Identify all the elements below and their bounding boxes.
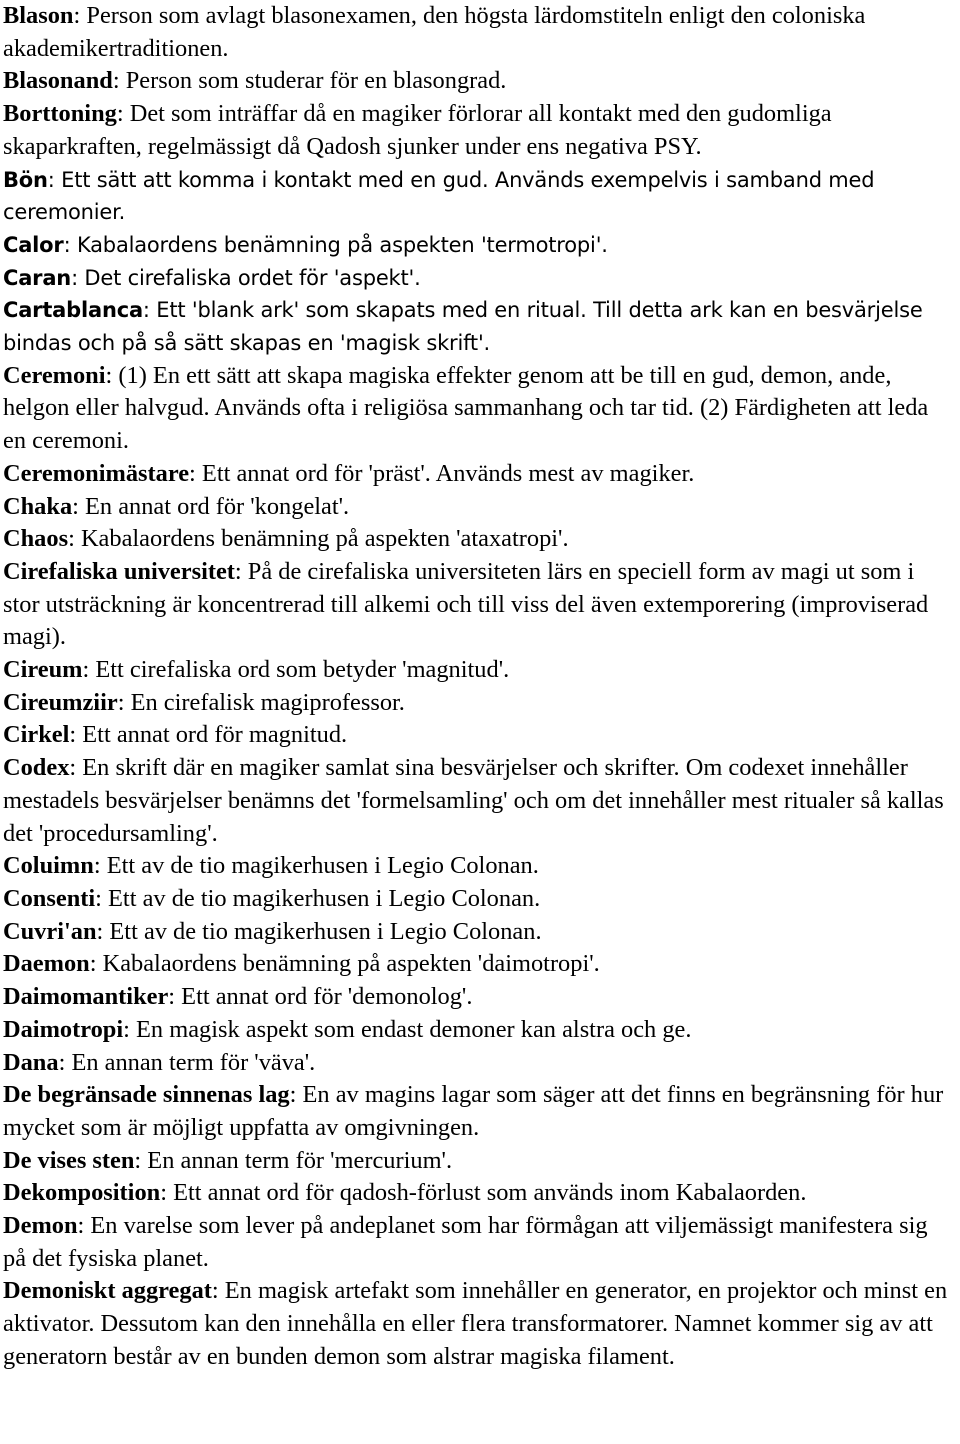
glossary-definition: Kabalaordens benämning på aspekten 'ataxatropi'.: [80, 525, 569, 553]
glossary-entry: [3, 1014, 952, 1047]
glossary-definition: En magisk artefakt som innehåller en generator, en projektor och minst en aktivator. Dessutom kan den innehålla en eller flera transformatorer. Namnet kommer sig av att generatorn består av en bunden demon som alstrar magiska filament.: [3, 1277, 948, 1370]
glossary-definition: Ett sätt att komma i kontakt med en gud. Används exempelvis i samband med ceremonier.: [3, 167, 875, 225]
glossary-entry: [3, 556, 952, 654]
glossary-entry: [3, 916, 952, 949]
glossary-term: De vises sten: [3, 1146, 135, 1174]
term-separator: :: [68, 525, 81, 553]
glossary-entry: [3, 0, 952, 65]
glossary-definition: På de cirefaliska universiteten lärs en speciell form av magi ut som i stor utsträckning är koncentrerad till alkemi och till viss del även extemporering (improviserad magi).: [3, 557, 929, 651]
glossary-term: Coluimn: [3, 852, 94, 880]
glossary-definition: Det cirefaliska ordet för 'aspekt'.: [84, 265, 421, 290]
term-separator: :: [189, 459, 202, 487]
glossary-term: Borttoning: [3, 100, 117, 128]
glossary-term: Ceremoni: [3, 361, 106, 389]
glossary-entry: [3, 752, 952, 850]
glossary-entry: [3, 262, 952, 295]
glossary-definition: En annan term för 'väva'.: [71, 1048, 316, 1076]
term-separator: :: [89, 950, 103, 978]
glossary-definition: En magisk aspekt som endast demoner kan alstra och ge.: [136, 1015, 692, 1043]
term-separator: :: [142, 298, 157, 323]
glossary-definition: Ett annat ord för 'demonolog'.: [181, 983, 473, 1011]
term-separator: :: [289, 1081, 303, 1109]
glossary-entry: [3, 1079, 952, 1144]
term-separator: :: [47, 167, 62, 192]
term-separator: :: [95, 884, 109, 912]
term-separator: :: [58, 1048, 72, 1076]
glossary-term: Demon: [3, 1212, 78, 1240]
glossary-definition: Det som inträffar då en magiker förlorar all kontakt med den gudomliga skaparkraften, regelmässigt då Qadosh sjunker under ens negativa PSY.: [3, 100, 832, 160]
term-separator: :: [134, 1146, 148, 1174]
term-separator: :: [72, 492, 86, 520]
glossary-term: Cirkel: [3, 721, 70, 749]
glossary-definition: En cirefalisk magiprofessor.: [130, 688, 405, 716]
term-separator: :: [82, 656, 96, 684]
glossary-definition: En skrift där en magiker samlat sina besvärjelser och skrifter. Om codexet innehåller mestadels besvärjelser benämns det 'formelsamling' och om det innehåller mest ritualer så kallas det 'procedursamling'.: [3, 754, 944, 847]
glossary-definition: En annat ord för 'kongelat'.: [85, 492, 350, 520]
glossary-definition: En varelse som lever på andeplanet som har förmågan att viljemässigt manifestera sig på det fysiska planet.: [3, 1212, 928, 1272]
glossary-entry: [3, 294, 952, 359]
glossary-term: Chaos: [3, 525, 69, 553]
glossary-term: Demoniskt aggregat: [3, 1277, 212, 1305]
glossary-entry: [3, 1177, 952, 1210]
term-separator: :: [112, 67, 126, 95]
glossary-entry: [3, 883, 952, 916]
glossary-term: Dana: [3, 1048, 59, 1076]
glossary-term: Cartablanca: [3, 298, 143, 323]
glossary-definition: Ett av de tio magikerhusen i Legio Colonan.: [106, 852, 539, 880]
term-separator: :: [77, 1212, 91, 1240]
glossary-definition: Ett annat ord för magnitud.: [82, 721, 348, 749]
glossary-definition: Ett 'blank ark' som skapats med en ritual. Till detta ark kan en besvärjelse bindas och på så sätt skapas en 'magisk skrift'.: [3, 298, 923, 356]
glossary-definition: (1) En ett sätt att skapa magiska effekter genom att be till en gud, demon, ande, helgon eller halvgud. Används ofta i religiösa sammanhang och tar tid. (2) Färdigheten att leda en ceremoni.: [3, 361, 929, 455]
term-separator: :: [168, 983, 182, 1011]
glossary-term: De begränsade sinnenas lag: [3, 1081, 290, 1109]
term-separator: :: [63, 232, 77, 257]
term-separator: :: [117, 688, 131, 716]
glossary-entry: [3, 850, 952, 883]
glossary-entry: [3, 1210, 952, 1275]
term-separator: :: [69, 754, 83, 782]
glossary-term: Blasonand: [3, 67, 113, 95]
glossary-entry: [3, 65, 952, 98]
glossary-term: Cuvri'an: [3, 917, 97, 945]
glossary-term: Caran: [3, 265, 72, 290]
glossary-term: Consenti: [3, 884, 96, 912]
glossary-term: Ceremonimästare: [3, 459, 190, 487]
glossary-term: Codex: [3, 754, 70, 782]
term-separator: :: [96, 917, 110, 945]
glossary-entry: [3, 1275, 952, 1373]
glossary-term: Daemon: [3, 950, 90, 978]
glossary-term: Cireum: [3, 656, 83, 684]
glossary-entry: [3, 1145, 952, 1178]
glossary-term: Cirefaliska universitet: [3, 557, 235, 585]
glossary-entry: [3, 981, 952, 1014]
glossary-entry: [3, 458, 952, 491]
glossary-definition: En annan term för 'mercurium'.: [147, 1146, 453, 1174]
glossary-definition: Ett cirefaliska ord som betyder 'magnitud'.: [95, 656, 510, 684]
term-separator: :: [160, 1179, 174, 1207]
term-separator: :: [211, 1277, 225, 1305]
glossary-definition: Kabalaordens benämning på aspekten 'daimotropi'.: [102, 950, 600, 978]
term-separator: :: [93, 852, 107, 880]
glossary-definition: Person som studerar för en blasongrad.: [125, 67, 507, 95]
glossary-definition: Ett annat ord för qadosh-förlust som används inom Kabalaorden.: [173, 1179, 807, 1207]
glossary-entry: [3, 523, 952, 556]
glossary-term: Cireumziir: [3, 688, 118, 716]
term-separator: :: [73, 2, 87, 29]
glossary-entry: [3, 360, 952, 458]
glossary-term: Blason: [3, 2, 74, 29]
glossary-definition: Ett annat ord för 'präst'. Används mest av magiker.: [201, 459, 695, 487]
term-separator: :: [123, 1015, 137, 1043]
term-separator: :: [105, 361, 119, 389]
glossary-definition: Kabalaordens benämning på aspekten 'termotropi'.: [76, 232, 608, 257]
glossary-entry: [3, 654, 952, 687]
glossary-term: Dekomposition: [3, 1179, 161, 1207]
glossary-term: Calor: [3, 232, 64, 257]
glossary-entry: [3, 229, 952, 262]
glossary-entry: [3, 164, 952, 229]
glossary-term: Bön: [3, 167, 48, 192]
glossary-entry: [3, 1047, 952, 1080]
glossary-definition: En av magins lagar som säger att det finns en begränsning för hur mycket som är möjligt uppfatta av omgivningen.: [3, 1081, 944, 1141]
term-separator: :: [69, 721, 83, 749]
term-separator: :: [234, 557, 248, 585]
glossary-definition: Ett av de tio magikerhusen i Legio Colonan.: [109, 917, 542, 945]
glossary-entry: [3, 98, 952, 163]
term-separator: :: [116, 100, 130, 128]
term-separator: :: [71, 265, 85, 290]
glossary-definition: Ett av de tio magikerhusen i Legio Colonan.: [108, 884, 541, 912]
glossary-term: Chaka: [3, 492, 73, 520]
glossary-entry: [3, 491, 952, 524]
glossary-entry: [3, 719, 952, 752]
glossary-entry: [3, 948, 952, 981]
glossary-entry: [3, 687, 952, 720]
glossary-term: Daimomantiker: [3, 983, 169, 1011]
glossary-term: Daimotropi: [3, 1015, 124, 1043]
glossary-definition: Person som avlagt blasonexamen, den högsta lärdomstiteln enligt den coloniska akademikertraditionen.: [3, 2, 866, 62]
